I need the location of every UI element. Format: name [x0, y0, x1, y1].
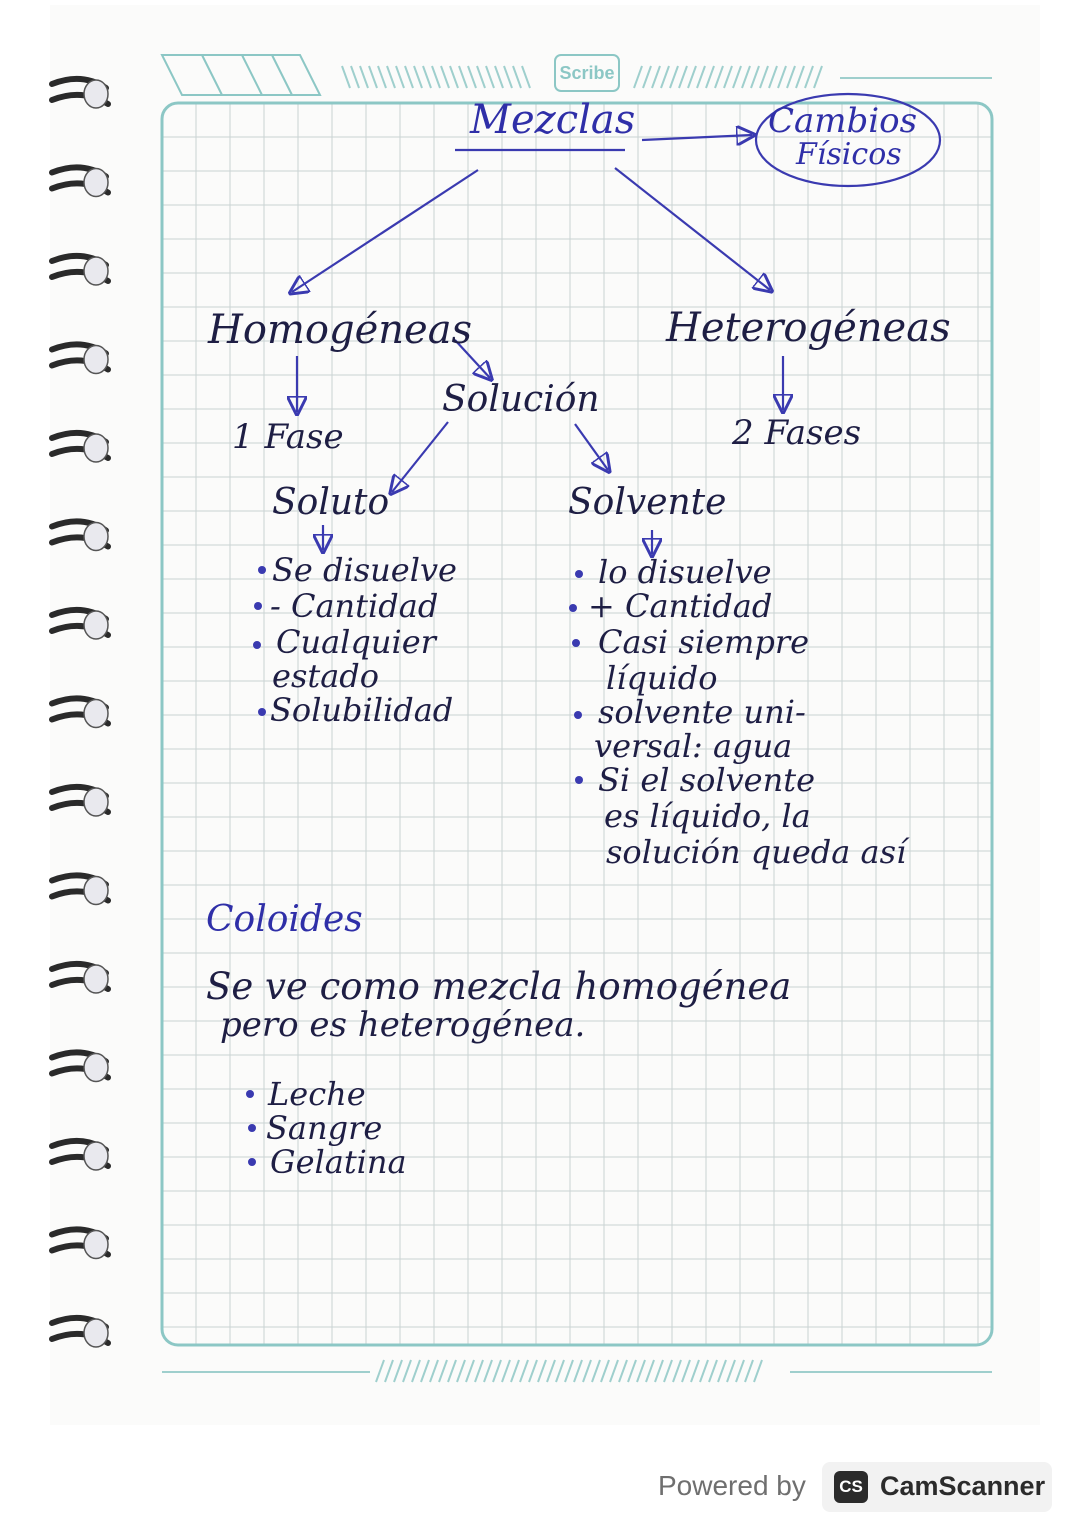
heterogeneas-heading: Heterogéneas: [666, 305, 951, 351]
title-mezclas: Mezclas: [470, 97, 636, 143]
fisicos-label: Físicos: [796, 137, 902, 172]
solvente-item-5: Si el solvente: [598, 761, 816, 799]
solvente-item-5c: solución queda así: [606, 833, 907, 871]
coloides-line-2: pero es heterogénea.: [220, 1005, 586, 1045]
solvente-item-5b: es líquido, la: [604, 797, 811, 835]
example-leche: Leche: [268, 1075, 366, 1113]
coloides-heading: Coloides: [206, 899, 363, 940]
soluto-item-3b: estado: [272, 657, 380, 695]
homogeneas-heading: Homogéneas: [208, 307, 473, 353]
soluto-item-3: Cualquier: [276, 623, 436, 661]
cambios-label: Cambios: [768, 101, 918, 141]
heterogeneas-phases: 2 Fases: [732, 413, 862, 453]
powered-by-label: Powered by: [658, 1470, 806, 1501]
camscanner-footer: [658, 1462, 1058, 1512]
homogeneas-phases: 1 Fase: [232, 417, 344, 457]
solvente-item-3: Casi siempre: [598, 623, 810, 661]
camscanner-logo-icon: CS: [834, 1471, 868, 1503]
camscanner-badge: [822, 1462, 1052, 1512]
solvente-heading: Solvente: [568, 482, 727, 523]
example-gelatina: Gelatina: [270, 1143, 407, 1181]
example-sangre: Sangre: [266, 1109, 383, 1147]
scribe-logo: Scribe: [559, 63, 615, 83]
soluto-item-2: - Cantidad: [270, 587, 439, 625]
soluto-item-4: Solubilidad: [270, 691, 454, 729]
soluto-heading: Soluto: [272, 482, 390, 523]
coloides-line-1: Se ve como mezcla homogénea: [206, 965, 792, 1008]
solucion-label: Solución: [442, 379, 600, 420]
soluto-item-1: Se disuelve: [272, 551, 457, 589]
solvente-item-2: + Cantidad: [588, 587, 773, 625]
solvente-item-1: lo disuelve: [598, 553, 772, 591]
solvente-item-4: solvente uni-: [598, 693, 806, 731]
solvente-item-3b: líquido: [606, 659, 718, 697]
solvente-item-4b: versal: agua: [594, 727, 793, 765]
camscanner-name: CamScanner: [880, 1471, 1046, 1501]
